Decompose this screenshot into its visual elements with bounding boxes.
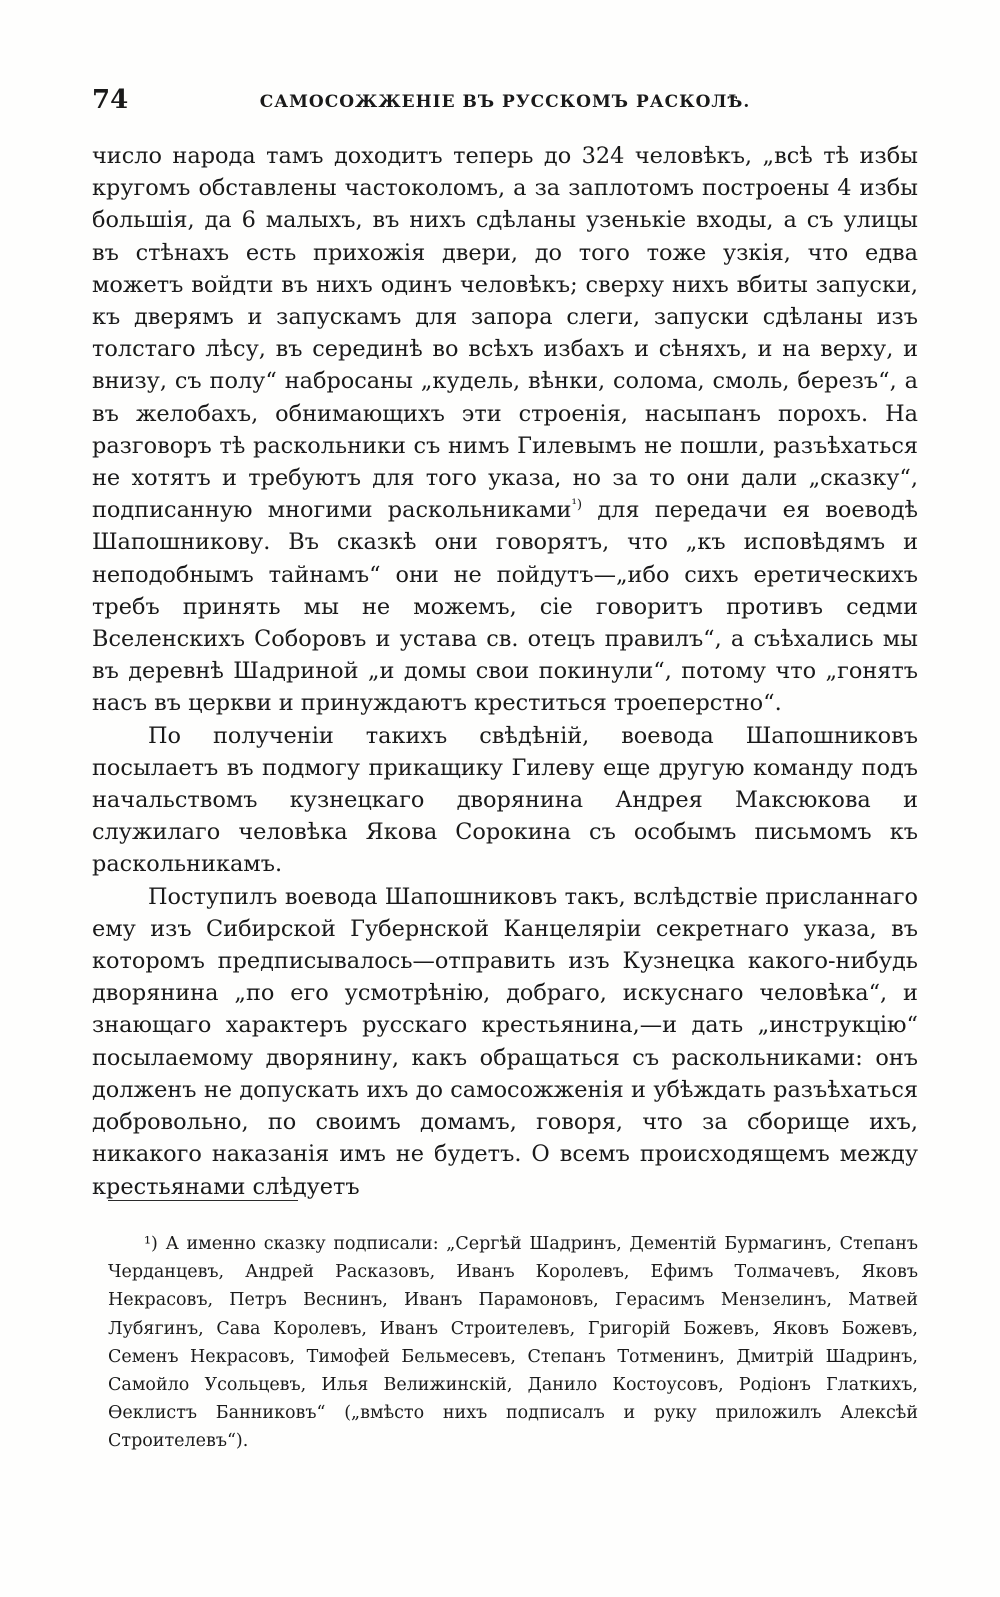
paragraph-3: Поступилъ воевода Шапошниковъ такъ, вслѣдствіе присланнаго ему изъ Сибирской Губернской Канцеляріи секретнаго указа, въ которомъ предписывалось—отправить изъ Кузнецка какого-нибудь дворянина „по его усмотрѣнію, добраго, искуснаго человѣка“, и знающаго характеръ русскаго крестьянина,—и дать „инструкцію“ посылаемому дворянину, какъ обращаться съ раскольниками: онъ долженъ не допускать ихъ до самосожженія и убѣждать разъѣхаться добровольно, по своимъ домамъ, говоря, что за сборище ихъ, никакого наказанія имъ не будетъ. О всемъ происходящемъ между крестьянами слѣдуетъ: [92, 883, 918, 1200]
footnote-1: [108, 1230, 918, 1456]
main-text: [92, 140, 918, 1203]
page-number: 74: [92, 85, 129, 115]
footnote-marker: ¹): [144, 1234, 158, 1254]
page-header: [92, 80, 918, 120]
paragraph-2: По полученіи такихъ свѣдѣній, воевода Шапошниковъ посылаетъ въ подмогу прикащику Гилеву еще другую команду подъ начальствомъ кузнецкаго дворянина Андрея Максюкова и служилаго человѣка Якова Сорокина съ особымъ письмомъ къ раскольникамъ.: [92, 722, 918, 878]
paragraph-1-text: число народа тамъ доходитъ теперь до 324 человѣкъ, „всѣ тѣ избы кругомъ обставлены частоколомъ, а за заплотомъ построены 4 избы большія, да 6 малыхъ, въ нихъ сдѣланы узенькіе входы, а съ улицы въ стѣнахъ есть прихожія двери, до того тоже узкія, что едва можетъ войдти въ нихъ одинъ человѣкъ; сверху нихъ вбиты запуски, къ дверямъ и запускамъ для запора слеги, запуски сдѣланы изъ толстаго лѣсу, въ серединѣ во всѣхъ избахъ и сѣняхъ, и на верху, и внизу, съ полу“ набросаны „кудель, вѣнки, солома, смоль, березъ“, а въ желобахъ, обнимающихъ эти строенія, насыпанъ порохъ. На разговоръ тѣ раскольники съ нимъ Гилевымъ не пошли, разъѣхаться не хотятъ и требуютъ для того указа, но за то они дали „сказку“, подписанную многими раскольниками: [92, 143, 918, 524]
footnotes: [108, 1230, 918, 1456]
footnote-reference: ¹): [571, 497, 583, 513]
paragraph-1-tail: для передачи ея воеводѣ Шапошникову. Въ сказкѣ они говорятъ, что „къ исповѣдямъ и неподобнымъ тайнамъ“ они не пойдутъ—„ибо сихъ еретическихъ требъ принять мы не можемъ, сіе говоритъ противъ седми Вселенскихъ Соборовъ и устава св. отецъ правилъ“, а съѣхались мы въ деревнѣ Шадриной „и домы свои покинули“, потому что „гонятъ насъ въ церкви и принуждаютъ креститься троеперстно“.: [92, 497, 918, 717]
running-title: САМОСОЖЖЕНІЕ ВЪ РУССКОМЪ РАСКОЛѢ.: [259, 92, 751, 112]
footnote-divider: [108, 1200, 298, 1201]
paragraph-1: [92, 140, 918, 720]
footnote-text: А именно сказку подписали: „Сергѣй Шадринъ, Дементій Бурмагинъ, Степанъ Черданцевъ, Андрей Расказовъ, Иванъ Королевъ, Ефимъ Толмачевъ, Яковъ Некрасовъ, Петръ Веснинъ, Иванъ Парамоновъ, Герасимъ Мензелинъ, Матвей Лубягинъ, Сава Королевъ, Иванъ Строителевъ, Григорій Божевъ, Яковъ Божевъ, Семенъ Некрасовъ, Тимофей Бельмесевъ, Степанъ Тотменинъ, Дмитрій Шадринъ, Самойло Усольцевъ, Илья Велижинскій, Данило Костоусовъ, Родіонъ Глаткихъ, Ѳеклистъ Банниковъ“ („вмѣсто нихъ подписалъ и руку приложилъ Алексѣй Строителевъ“).: [108, 1234, 918, 1452]
